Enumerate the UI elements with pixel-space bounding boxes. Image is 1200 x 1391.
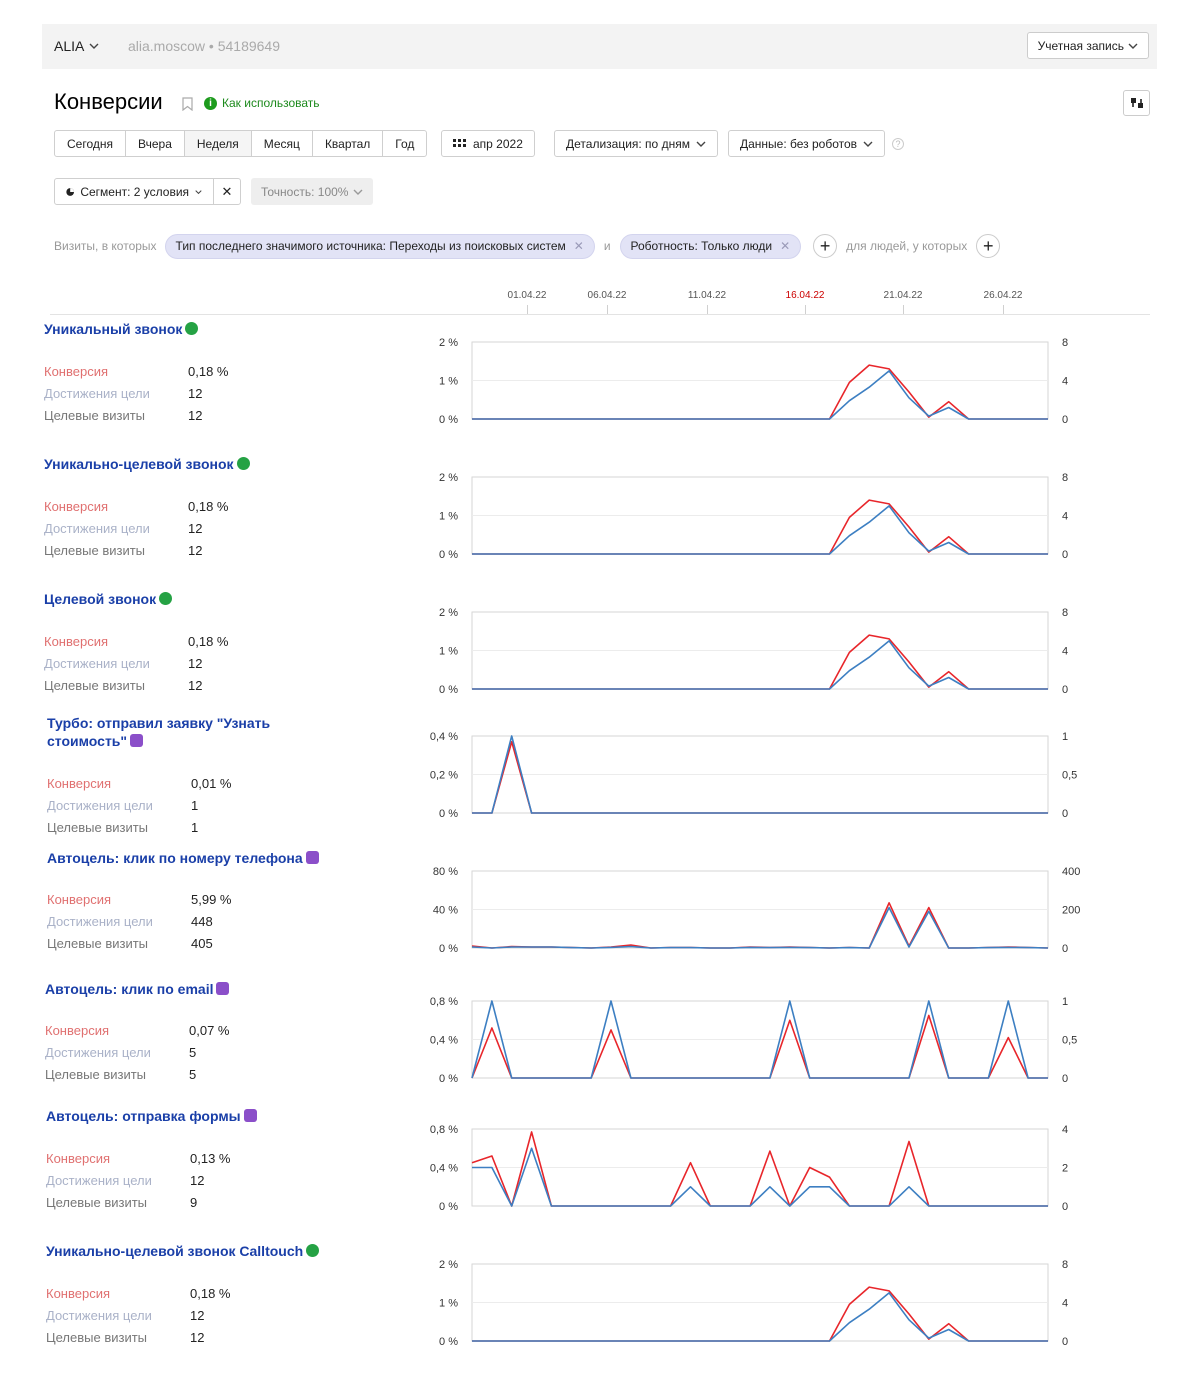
chart-y-left-label: 0,4 % <box>429 1034 458 1047</box>
info-icon: i <box>204 97 217 110</box>
conversion-series-line <box>472 1132 1048 1206</box>
metric-label-conversion: Конверсия <box>45 1023 110 1038</box>
metric-label-visits: Целевые визиты <box>46 1195 148 1210</box>
metric-value-visits: 12 <box>188 678 203 693</box>
chart-y-right-label: 0,5 <box>1062 769 1078 782</box>
goal-chart[interactable] <box>415 996 1095 1106</box>
chart-svg <box>415 472 1095 582</box>
filter-chip-source-label: Тип последнего значимого источника: Переходы из поисковых систем <box>175 239 566 253</box>
chart-svg <box>415 731 1095 841</box>
reaches-series-line <box>472 1293 1048 1341</box>
account-switcher[interactable] <box>54 38 99 54</box>
chart-y-right-label: 4 <box>1062 645 1069 658</box>
chart-y-left-label: 1 % <box>439 645 458 658</box>
period-today[interactable]: Сегодня <box>55 131 126 156</box>
data-label: Данные: без роботов <box>740 136 858 151</box>
add-visit-condition-button[interactable]: + <box>813 234 837 258</box>
chart-y-left-label: 0 % <box>439 684 458 696</box>
chart-y-left-label: 0 % <box>439 1201 458 1213</box>
chart-y-right-label: 8 <box>1062 607 1069 619</box>
metric-label-conversion: Конверсия <box>46 1151 111 1166</box>
chart-y-left-label: 1 % <box>439 1297 458 1310</box>
metric-value-visits: 5 <box>189 1067 197 1082</box>
filters-prefix: Визиты, в которых <box>54 239 157 253</box>
goal-type-icon <box>216 982 229 995</box>
metric-label-reaches: Достижения цели <box>44 656 150 671</box>
date-axis-tick <box>805 305 806 314</box>
conversion-series-line <box>472 1287 1048 1341</box>
metric-label-visits: Целевые визиты <box>44 678 146 693</box>
counter-separator: • <box>208 38 214 54</box>
metric-label-reaches: Достижения цели <box>44 386 150 401</box>
chart-y-left-label: 0 % <box>439 1073 458 1085</box>
chart-svg <box>415 1124 1095 1234</box>
data-dropdown[interactable] <box>728 130 885 157</box>
chart-y-left-label: 0 % <box>439 943 458 955</box>
chart-y-right-label: 400 <box>1062 866 1081 878</box>
help-icon[interactable]: ? <box>892 138 904 150</box>
chart-svg <box>415 607 1095 717</box>
goal-chart[interactable] <box>415 472 1095 582</box>
reaches-series-line <box>472 908 1048 948</box>
metric-label-conversion: Конверсия <box>47 776 112 791</box>
segment-clear-button[interactable]: ✕ <box>213 178 241 205</box>
chart-y-right-label: 2 <box>1062 1162 1069 1175</box>
goal-title[interactable] <box>46 1107 346 1125</box>
chart-y-right-label: 0 <box>1062 1336 1069 1348</box>
chart-y-left-label: 0,4 % <box>429 731 458 743</box>
conversion-series-line <box>472 742 1048 813</box>
chart-y-right-label: 200 <box>1062 904 1081 917</box>
segment-label: Сегмент: 2 условия <box>80 184 190 199</box>
date-axis-label: 01.04.22 <box>507 290 547 301</box>
metric-value-reaches: 12 <box>190 1173 205 1188</box>
quote-icon <box>1130 97 1144 109</box>
segment-filters <box>54 233 1000 259</box>
chevron-down-icon <box>89 41 99 51</box>
goal-title[interactable] <box>44 320 344 338</box>
metric-value-conversion: 0,18 % <box>188 364 229 379</box>
chart-y-left-label: 2 % <box>439 1259 458 1271</box>
chart-y-right-label: 0 <box>1062 808 1069 820</box>
metric-label-visits: Целевые визиты <box>44 543 146 558</box>
metric-value-reaches: 12 <box>188 521 203 536</box>
chart-y-left-label: 2 % <box>439 607 458 619</box>
add-people-condition-button[interactable]: + <box>976 234 1000 258</box>
date-axis-label: 26.04.22 <box>983 290 1023 301</box>
chart-y-left-label: 80 % <box>432 866 458 878</box>
period-month[interactable]: Месяц <box>252 131 313 156</box>
chart-y-left-label: 0,8 % <box>429 1124 458 1136</box>
filters-and: и <box>603 239 611 253</box>
goal-chart[interactable] <box>415 1124 1095 1234</box>
metric-label-reaches: Достижения цели <box>47 798 153 813</box>
chart-y-left-label: 0,4 % <box>429 1162 458 1175</box>
metric-value-reaches: 1 <box>191 798 199 813</box>
chart-svg <box>415 866 1095 976</box>
chart-y-right-label: 0 <box>1062 684 1069 696</box>
chart-y-right-label: 0 <box>1062 943 1069 955</box>
metric-label-visits: Целевые визиты <box>47 936 149 951</box>
goal-title-text: Автоцель: клик по номеру телефона <box>47 850 303 866</box>
metric-value-visits: 12 <box>190 1330 205 1345</box>
chart-y-right-label: 0 <box>1062 1201 1069 1213</box>
goal-title[interactable] <box>47 849 347 867</box>
goal-title[interactable] <box>46 1242 346 1260</box>
chart-y-right-label: 8 <box>1062 1259 1069 1271</box>
metric-label-visits: Целевые визиты <box>44 408 146 423</box>
metric-value-visits: 9 <box>190 1195 198 1210</box>
chart-y-right-label: 1 <box>1062 731 1069 743</box>
metric-label-reaches: Достижения цели <box>44 521 150 536</box>
metric-value-conversion: 5,99 % <box>191 892 232 907</box>
chart-y-right-label: 0 <box>1062 414 1069 426</box>
date-axis-tick <box>1003 305 1004 314</box>
metric-value-conversion: 0,18 % <box>190 1286 231 1301</box>
accuracy-dropdown[interactable] <box>251 178 373 205</box>
chart-y-right-label: 0 <box>1062 549 1069 561</box>
period-year[interactable]: Год <box>395 136 415 151</box>
chart-y-left-label: 0 % <box>439 414 458 426</box>
chevron-down-icon <box>1128 41 1138 51</box>
calendar-button[interactable] <box>441 130 535 157</box>
goal-title[interactable] <box>44 590 344 608</box>
chart-y-right-label: 4 <box>1062 375 1069 388</box>
goal-title-text: Уникально-целевой звонок Calltouch <box>46 1243 304 1259</box>
goal-chart[interactable] <box>415 866 1095 976</box>
account-name: ALIA <box>54 38 85 54</box>
metric-value-conversion: 0,07 % <box>189 1023 230 1038</box>
period-yesterday[interactable]: Вчера <box>126 131 185 156</box>
chevron-down-icon <box>863 139 873 149</box>
pie-chart-icon <box>66 186 74 198</box>
conversion-series-line <box>472 365 1048 419</box>
chart-y-right-label: 1 <box>1062 996 1069 1008</box>
reaches-series-line <box>472 641 1048 689</box>
goal-title-text: Уникально-целевой звонок <box>44 456 234 472</box>
goal-title-text: Автоцель: отправка формы <box>46 1108 241 1124</box>
chart-y-right-label: 0,5 <box>1062 1034 1078 1047</box>
call-tracking-icon <box>237 457 250 470</box>
calendar-icon <box>453 139 467 149</box>
metric-label-reaches: Достижения цели <box>46 1173 152 1188</box>
account-button-label: Учетная запись <box>1037 38 1124 53</box>
chart-svg <box>415 337 1095 447</box>
chart-y-left-label: 0,2 % <box>429 769 458 782</box>
goal-type-icon <box>306 851 319 864</box>
goal-type-icon <box>244 1109 257 1122</box>
date-axis-tick <box>527 305 528 314</box>
goal-chart[interactable] <box>415 337 1095 447</box>
metric-label-reaches: Достижения цели <box>47 914 153 929</box>
chart-y-left-label: 0 % <box>439 808 458 820</box>
date-axis-label: 11.04.22 <box>687 290 727 301</box>
goal-title-text: Автоцель: клик по email <box>45 981 214 997</box>
date-axis-tick <box>707 305 708 314</box>
period-week[interactable]: Неделя <box>185 131 252 156</box>
close-icon[interactable]: ✕ <box>780 239 791 253</box>
goal-chart[interactable] <box>415 607 1095 717</box>
conversion-series-line <box>472 1015 1048 1078</box>
chart-y-left-label: 2 % <box>439 472 458 484</box>
date-axis-tick <box>607 305 608 314</box>
chart-y-left-label: 1 % <box>439 510 458 523</box>
goal-title[interactable] <box>45 980 345 998</box>
metric-label-reaches: Достижения цели <box>45 1045 151 1060</box>
date-axis-label: 16.04.22 <box>785 290 825 301</box>
chevron-down-icon <box>195 187 202 197</box>
filter-chip-robots[interactable] <box>620 234 802 259</box>
metric-label-visits: Целевые визиты <box>46 1330 148 1345</box>
conversion-series-line <box>472 635 1048 689</box>
metric-label-conversion: Конверсия <box>47 892 112 907</box>
period-selector <box>54 130 427 157</box>
bookmark-icon[interactable] <box>182 97 193 111</box>
metric-label-conversion: Конверсия <box>46 1286 111 1301</box>
goal-title[interactable] <box>44 455 344 473</box>
howto-link[interactable] <box>204 96 320 110</box>
page-title: Конверсии <box>54 89 163 114</box>
goal-title-text: Турбо: отправил заявку "Узнать стоимость" <box>47 715 271 749</box>
counter-name: alia.moscow <box>128 38 206 54</box>
metric-value-visits: 1 <box>191 820 199 835</box>
metric-value-visits: 12 <box>188 543 203 558</box>
people-label: для людей, у которых <box>846 239 968 253</box>
metric-value-visits: 12 <box>188 408 203 423</box>
chart-y-right-label: 0 <box>1062 1073 1069 1085</box>
goal-type-icon <box>130 734 143 747</box>
chart-y-right-label: 8 <box>1062 337 1069 349</box>
reaches-series-line <box>472 506 1048 554</box>
metric-label-visits: Целевые визиты <box>47 820 149 835</box>
metric-value-visits: 405 <box>191 936 213 951</box>
date-axis <box>50 285 1150 315</box>
filter-chip-robots-label: Роботность: Только люди <box>630 239 773 253</box>
metric-label-reaches: Достижения цели <box>46 1308 152 1323</box>
call-tracking-icon <box>306 1244 319 1257</box>
metric-value-conversion: 0,18 % <box>188 634 229 649</box>
chart-y-left-label: 0,8 % <box>429 996 458 1008</box>
call-tracking-icon <box>185 322 198 335</box>
detail-dropdown[interactable] <box>554 130 718 157</box>
goal-title-text: Целевой звонок <box>44 591 157 607</box>
goal-title-text: Уникальный звонок <box>44 321 183 337</box>
metric-value-reaches: 12 <box>188 656 203 671</box>
chart-y-left-label: 2 % <box>439 337 458 349</box>
metric-value-conversion: 0,13 % <box>190 1151 231 1166</box>
goal-chart[interactable] <box>415 731 1095 841</box>
date-axis-label: 06.04.22 <box>587 290 627 301</box>
top-bar <box>42 24 1157 69</box>
chart-y-left-label: 40 % <box>432 904 458 917</box>
filter-chip-source[interactable] <box>165 234 595 259</box>
metric-label-visits: Целевые визиты <box>45 1067 147 1082</box>
metric-value-conversion: 0,18 % <box>188 499 229 514</box>
metric-value-reaches: 448 <box>191 914 213 929</box>
chevron-down-icon <box>696 139 706 149</box>
detail-label: Детализация: по дням <box>566 136 690 151</box>
chart-y-left-label: 1 % <box>439 375 458 388</box>
metric-value-reaches: 12 <box>188 386 203 401</box>
accuracy-label: Точность: 100% <box>261 184 349 199</box>
metric-label-conversion: Конверсия <box>44 364 109 379</box>
chevron-down-icon <box>353 187 363 197</box>
quote-share-button[interactable] <box>1123 90 1150 116</box>
date-axis-label: 21.04.22 <box>883 290 923 301</box>
counter-id: 54189649 <box>217 38 281 54</box>
chart-y-left-label: 0 % <box>439 1336 458 1348</box>
chart-svg <box>415 1259 1095 1369</box>
segment-dropdown[interactable] <box>54 178 214 205</box>
date-axis-tick <box>903 305 904 314</box>
call-tracking-icon <box>159 592 172 605</box>
account-button[interactable] <box>1027 32 1149 59</box>
reaches-series-line <box>472 371 1048 419</box>
metric-value-reaches: 5 <box>189 1045 197 1060</box>
calendar-label: апр 2022 <box>473 136 523 151</box>
goal-title[interactable] <box>47 714 347 750</box>
metric-label-conversion: Конверсия <box>44 499 109 514</box>
chart-svg <box>415 996 1095 1106</box>
chart-y-right-label: 4 <box>1062 510 1069 523</box>
chart-y-right-label: 4 <box>1062 1297 1069 1310</box>
chart-y-right-label: 8 <box>1062 472 1069 484</box>
metric-value-conversion: 0,01 % <box>191 776 232 791</box>
chart-y-left-label: 0 % <box>439 549 458 561</box>
close-icon[interactable]: ✕ <box>573 239 584 253</box>
metric-label-conversion: Конверсия <box>44 634 109 649</box>
metric-value-reaches: 12 <box>190 1308 205 1323</box>
chart-y-right-label: 4 <box>1062 1124 1069 1136</box>
counter-info <box>128 38 280 54</box>
period-quarter[interactable]: Квартал <box>313 131 383 156</box>
goal-chart[interactable] <box>415 1259 1095 1369</box>
howto-label: Как использовать <box>222 96 320 110</box>
conversion-series-line <box>472 500 1048 554</box>
